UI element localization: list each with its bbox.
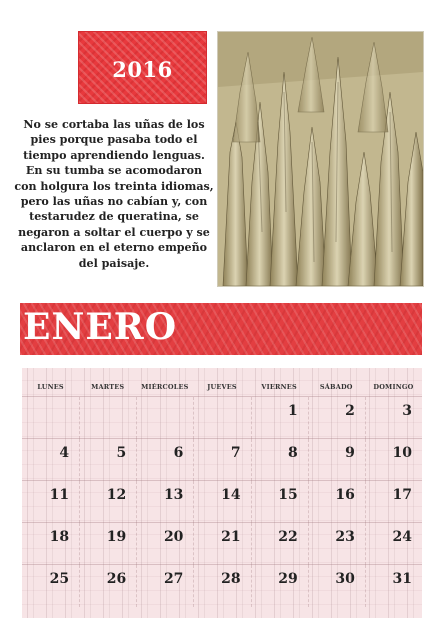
day-cell: 17 (365, 481, 422, 523)
calendar-week (22, 396, 422, 439)
weekday-label: MARTES (91, 383, 125, 391)
day-cell: 1 (251, 397, 308, 439)
day-cell: 3 (365, 397, 422, 439)
day-cell: 20 (136, 523, 193, 565)
day-cell: 9 (308, 439, 365, 481)
day-cell: 2 (308, 397, 365, 439)
calendar-week (22, 522, 422, 565)
day-cell: 25 (49, 571, 70, 587)
day-cell: 24 (365, 523, 422, 565)
day-cell: 10 (365, 439, 422, 481)
calendar-week (22, 564, 422, 607)
day-cell: 16 (308, 481, 365, 523)
day-cell: 22 (251, 523, 308, 565)
day-cell: 15 (251, 481, 308, 523)
year-badge (78, 31, 207, 104)
day-cell: 18 (49, 529, 70, 545)
day-cell: 31 (365, 565, 422, 607)
day-cell (22, 397, 79, 439)
rock-formation-photo (217, 31, 424, 287)
calendar-grid (22, 368, 422, 618)
day-cell: 27 (136, 565, 193, 607)
day-cell: 8 (251, 439, 308, 481)
day-cell: 28 (193, 565, 250, 607)
day-cell: 21 (193, 523, 250, 565)
calendar-week (22, 438, 422, 481)
day-cell: 11 (49, 487, 70, 503)
day-cell: 7 (193, 439, 250, 481)
calendar-week (22, 480, 422, 523)
day-cell (136, 397, 193, 439)
day-cell: 19 (79, 523, 136, 565)
day-cell: 13 (136, 481, 193, 523)
month-title: ENERO (23, 306, 178, 348)
weekday-label: VIERNES (261, 383, 297, 391)
day-cell: 26 (79, 565, 136, 607)
quote-text: No se cortaba las uñas de los pies porque pasaba todo el tiempo aprendiendo lenguas. En su tumba se acomodaron con holgura los treinta idiomas, pero las uñas no cabían y, con testarudez de queratina, se negaron a soltar el cuerpo y se anclaron en el eterno empeño del paisaje. (14, 118, 214, 270)
day-cell: 29 (251, 565, 308, 607)
weekday-header (22, 378, 422, 396)
weekday-label: JUEVES (207, 383, 237, 391)
weekday-label: DOMINGO (373, 383, 414, 391)
day-cell (193, 397, 250, 439)
day-cell (79, 397, 136, 439)
day-cell: 5 (79, 439, 136, 481)
day-cell: 14 (193, 481, 250, 523)
day-cell: 4 (59, 445, 70, 461)
day-cell: 12 (79, 481, 136, 523)
weekday-label: MIÉRCOLES (141, 383, 189, 391)
day-cell: 6 (136, 439, 193, 481)
weekday-label: SÁBADO (319, 383, 353, 391)
weekday-label: LUNES (37, 383, 64, 391)
day-cell: 30 (308, 565, 365, 607)
year-label: 2016 (112, 57, 173, 82)
day-cell: 23 (308, 523, 365, 565)
month-banner (20, 303, 422, 355)
